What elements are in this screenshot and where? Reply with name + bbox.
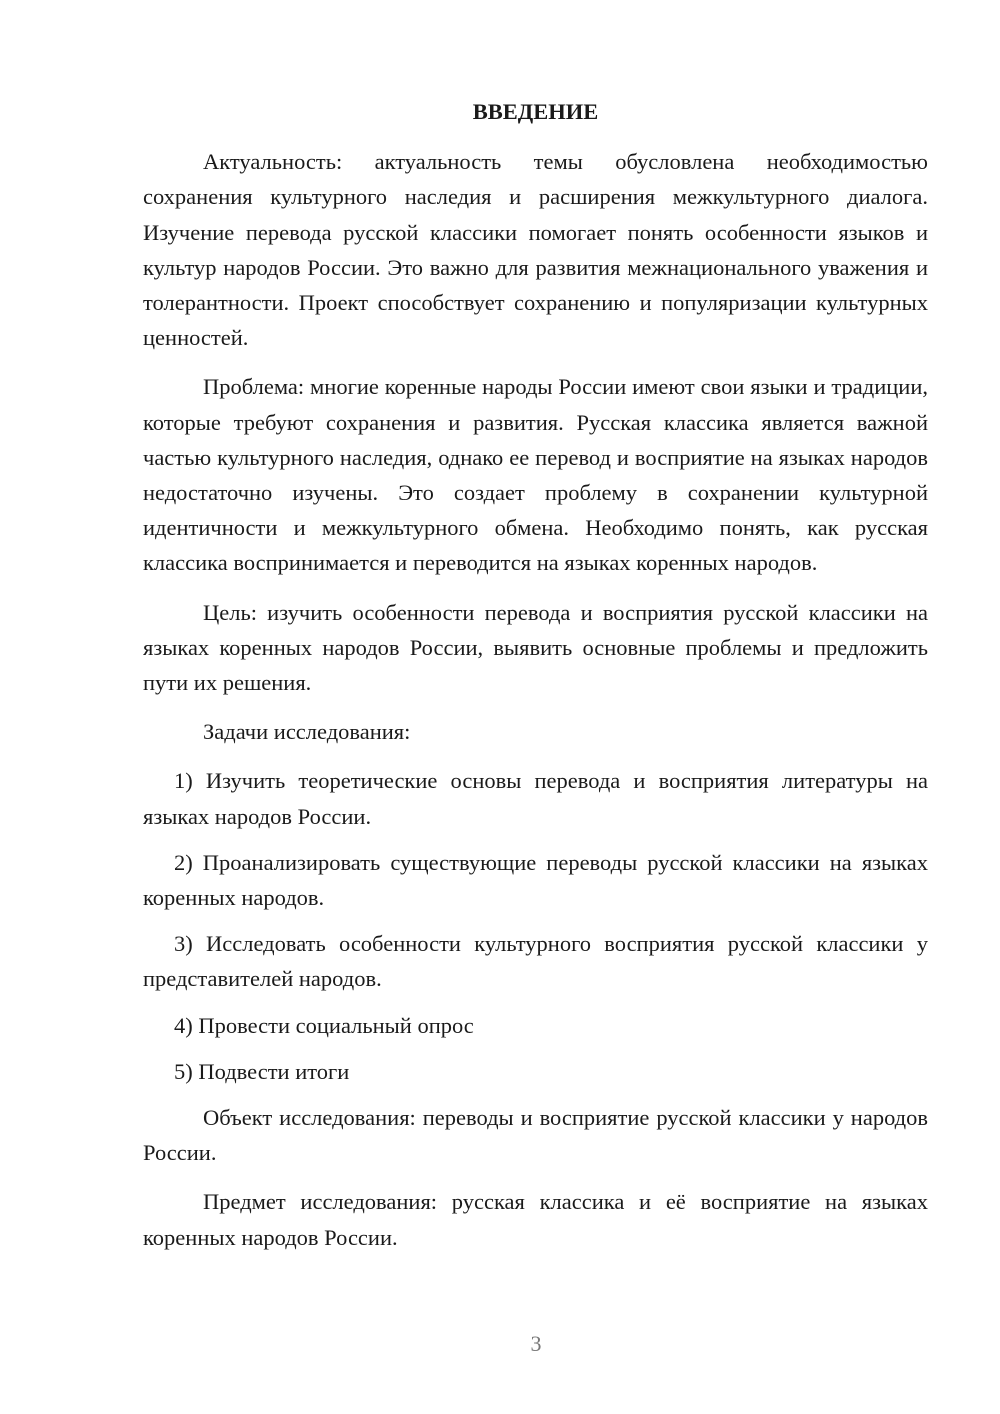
object-paragraph: Объект исследования: переводы и восприятие русской классики у народов России. bbox=[143, 1105, 928, 1166]
relevance-paragraph: Актуальность: актуальность темы обусловлена необходимостью сохранения культурного наследия и расширения межкультурного диалога. Изучение перевода русской классики помогает понять особенности языков и культур народов России. Это важно для развития межнационального уважения и толерантности. Проект способствует сохранению и популяризации культурных ценностей. bbox=[143, 149, 928, 351]
task-item: 1) Изучить теоретические основы перевода и восприятия литературы на языках народов России. bbox=[143, 768, 928, 829]
tasks-heading: Задачи исследования: bbox=[203, 719, 411, 745]
page-number: 3 bbox=[530, 1331, 542, 1356]
problem-paragraph: Проблема: многие коренные народы России имеют свои языки и традиции, которые требуют сохранения и развития. Русская классика является важной частью культурного наследия, однако ее перевод и восприятие на языках народов недостаточно изучены. Это создает проблему в сохранении культурной идентичности и межкультурного обмена. Необходимо понять, как русская классика воспринимается и переводится на языках коренных народов. bbox=[143, 374, 928, 576]
page-content bbox=[143, 94, 928, 1269]
task-item: 5) Подвести итоги bbox=[174, 1058, 350, 1084]
task-item: 4) Провести социальный опрос bbox=[174, 1012, 474, 1038]
page-title: ВВЕДЕНИЕ bbox=[472, 99, 599, 124]
subject-paragraph: Предмет исследования: русская классика и её восприятие на языках коренных народов России. bbox=[143, 1189, 928, 1250]
goal-paragraph: Цель: изучить особенности перевода и восприятия русской классики на языках коренных народов России, выявить основные проблемы и предложить пути их решения. bbox=[143, 599, 928, 696]
task-item: 3) Исследовать особенности культурного восприятия русской классики у представителей народов. bbox=[143, 931, 928, 992]
task-item: 2) Проанализировать существующие переводы русской классики на языках коренных народов. bbox=[143, 849, 928, 911]
